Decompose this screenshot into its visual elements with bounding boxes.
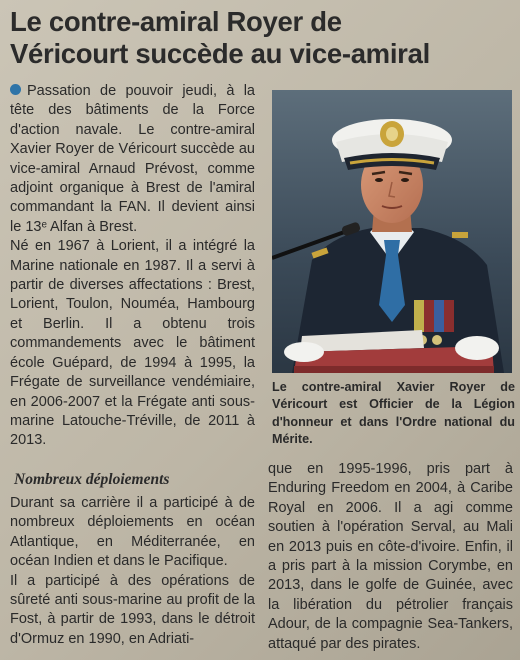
- lead-paragraph: [10, 82, 255, 237]
- headline-line-1: Le contre-amiral Royer de: [10, 6, 342, 37]
- lead-column: [10, 82, 255, 451]
- bullet-icon: [10, 84, 21, 95]
- operations-continued-paragraph: que en 1995-1996, pris part à Enduring Freedom en 2004, à Caribe Royal en 2006. Il a agi comme soutien à l'opération Serval, au Mali en 2013 puis en côte-d'ivoire. Enfin, il a pris part à la mission Corymbe, en 2013, dans le golfe de Guinée, avec la libération du pétrolier français Adour, de la compagnie Sea-Tankers, attaqué par des pirates.: [268, 461, 513, 652]
- section-subheading: Nombreux déploiements: [14, 471, 170, 488]
- admiral-portrait-image: [272, 90, 512, 373]
- biography-paragraph: Né en 1967 à Lorient, il a intégré la Marine nationale en 1987. Il a servi à partir de diverses affectations : Brest, Lorient, Toulon, Nouméa, Hambourg et Berlin. Il a obtenu trois commandements avec le bâtiment école Guépard, de 1994 à 1995, la Frégate de surveillance vendémiaire, en 2006-2007 et la Frégate anti sous-marine Latouche-Tréville, de 2011 à 2013.: [10, 238, 255, 449]
- lead-paragraph-text: Passation de pouvoir jeudi, à la tête des bâtiments de la Force d'action navale. Le contre-amiral Xavier Royer de Véricourt succède au vice-amiral Arnaud Prévost, comme adjoint organique à Brest de l'amiral commandant la FAN. Il devient ainsi le 13ᵉ Alfan à Brest.: [10, 83, 255, 235]
- deployments-paragraph: Durant sa carrière il a participé à de nombreux déploiements en océan Atlantique, en Méditerranée, en océan Indien et dans le Pacifique.: [10, 495, 255, 570]
- photo-caption: Le contre-amiral Xavier Royer de Véricourt est Officier de la Légion d'honneur et dans l'Ordre national du Mérite.: [272, 380, 515, 446]
- left-bottom-column: [10, 494, 255, 649]
- right-bottom-column: [268, 460, 513, 654]
- operations-paragraph: Il a participé à des opérations de sûreté anti sous-marine au profit de la Fost, à partir de 1993, dans le détroit d'Ormuz en 1990, en Adriati-: [10, 572, 255, 647]
- headline-line-2: Véricourt succède au vice-amiral: [10, 38, 430, 69]
- photo-admiral: [272, 90, 512, 373]
- headline: [10, 6, 515, 70]
